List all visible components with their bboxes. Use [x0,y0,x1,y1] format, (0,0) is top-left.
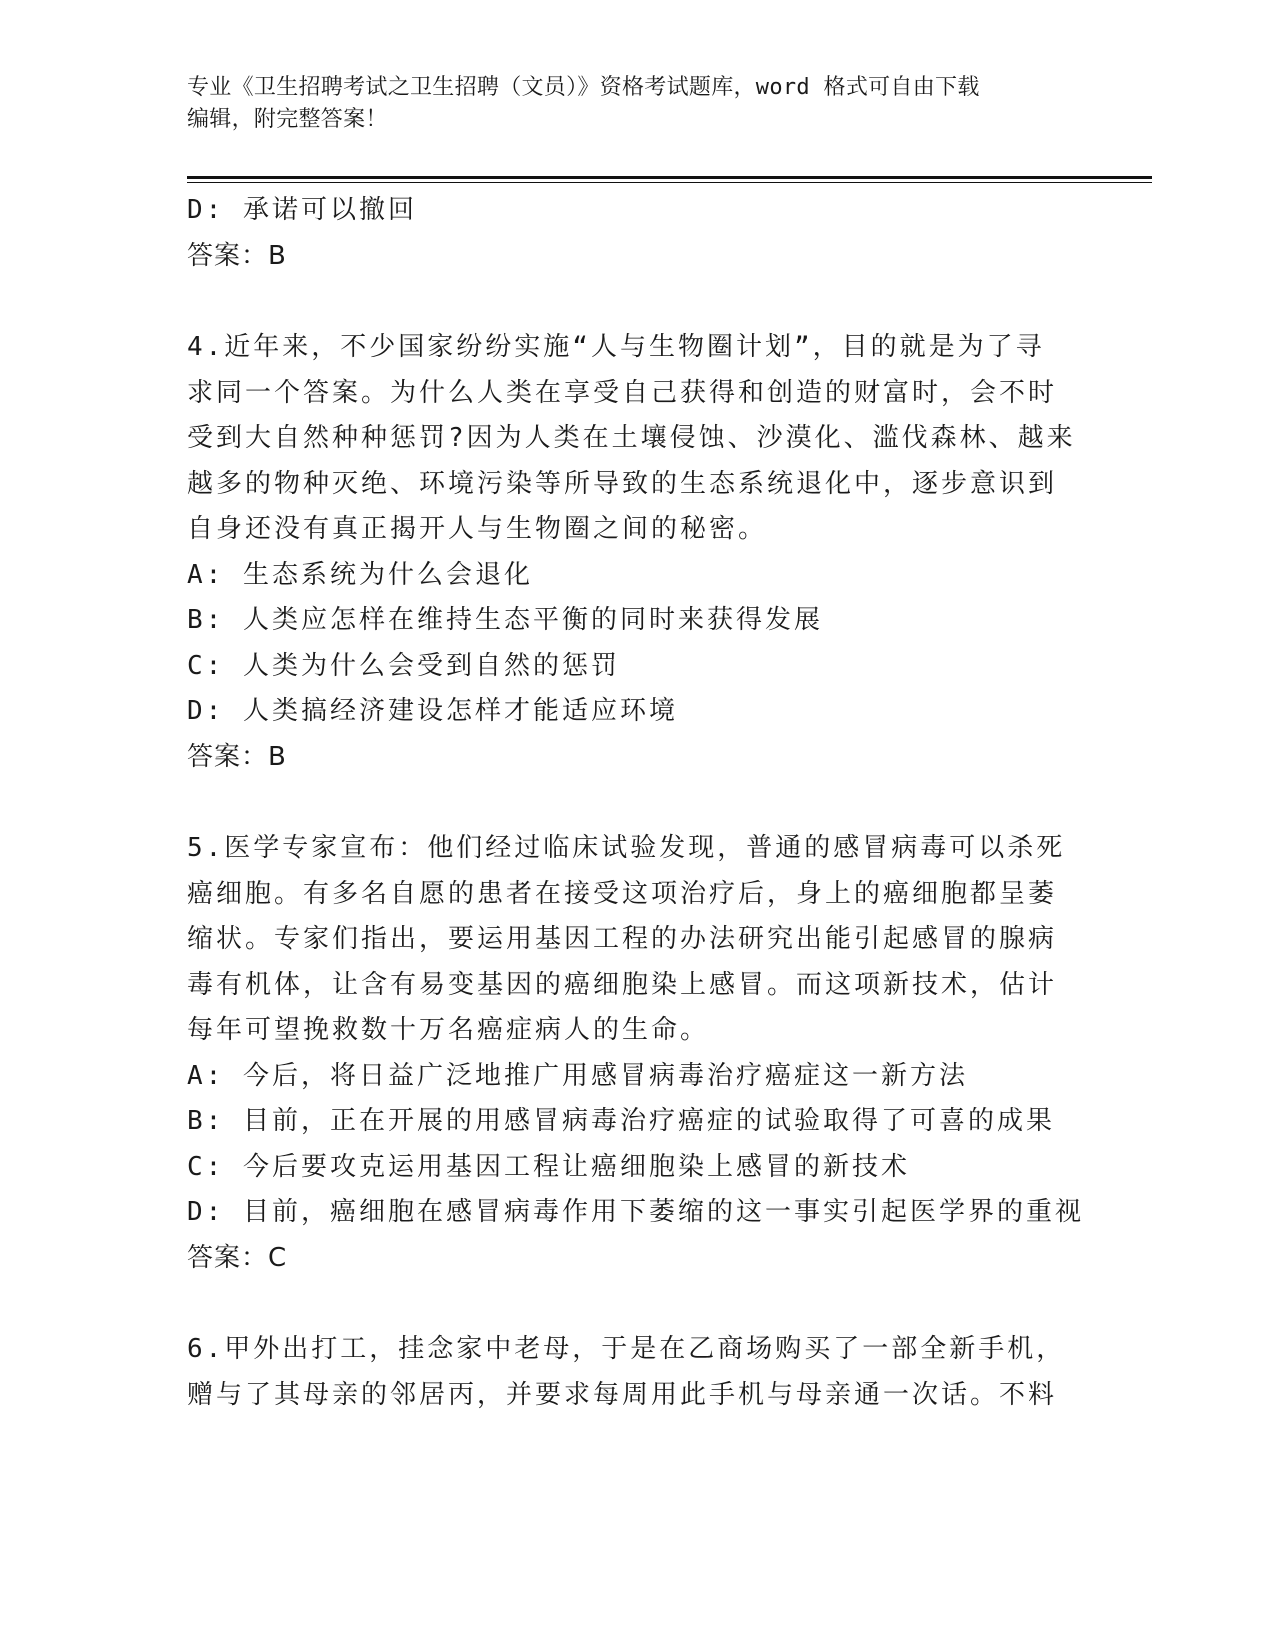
q4-option-a: A: 生态系统为什么会退化 [187,559,533,590]
q5-option-c: C: 今后要攻克运用基因工程让癌细胞染上感冒的新技术 [187,1151,910,1182]
question-5 [187,826,1087,1281]
q5-stem-line: 毒有机体，让含有易变基因的癌细胞染上感冒。而这项新技术，估计 [187,969,1058,1000]
q4-option-d: D: 人类搞经济建设怎样才能适应环境 [187,696,678,726]
q5-option-d: D: 目前，癌细胞在感冒病毒作用下萎缩的这一事实引起医学界的重视 [187,1197,1084,1227]
q3-option-d: D: 承诺可以撤回 [187,195,417,225]
q4-stem-line: 求同一个答案。为什么人类在享受自己获得和创造的财富时，会不时 [187,377,1058,408]
q4-stem-line: 受到大自然种种惩罚?因为人类在土壤侵蚀、沙漠化、滥伐森林、越来 [187,423,1076,453]
spacer [187,279,1087,325]
q5-stem-line: 癌细胞。有多名自愿的患者在接受这项治疗后，身上的癌细胞都呈萎 [187,878,1058,909]
q4-option-b: B: 人类应怎样在维持生态平衡的同时来获得发展 [187,605,823,635]
q4-answer: 答案：B [187,741,287,772]
q6-stem-line: 6.甲外出打工，挂念家中老母，于是在乙商场购买了一部全新手机， [187,1334,1066,1364]
header-line: 编辑，附完整答案！ [187,107,388,132]
header-rule-thin [187,182,1152,183]
q5-stem-line: 缩状。专家们指出，要运用基因工程的办法研究出能引起感冒的腺病 [187,924,1058,954]
q5-option-b: B: 目前，正在开展的用感冒病毒治疗癌症的试验取得了可喜的成果 [187,1106,1055,1136]
q5-stem-line: 5.医学专家宣布：他们经过临床试验发现，普通的感冒病毒可以杀死 [187,833,1066,863]
page-header [187,72,1087,136]
q5-option-a: A: 今后，将日益广泛地推广用感冒病毒治疗癌症这一新方法 [187,1060,968,1091]
q4-stem-line: 越多的物种灭绝、环境污染等所导致的生态系统退化中，逐步意识到 [187,468,1058,499]
q6-stem-line: 赠与了其母亲的邻居丙，并要求每周用此手机与母亲通一次话。不料 [187,1379,1058,1410]
header-rule-thick [187,176,1152,179]
q4-stem-line: 4.近年来，不少国家纷纷实施“人与生物圈计划”，目的就是为了寻 [187,332,1045,362]
q5-stem-line: 每年可望挽救数十万名癌症病人的生命。 [187,1015,710,1045]
spacer [187,780,1087,826]
header-line: 专业《卫生招聘考试之卫生招聘（文员）》资格考试题库，word 格式可自由下载 [187,75,980,100]
q5-answer: 答案：C [187,1242,288,1273]
q3-answer: 答案：B [187,240,287,271]
question-6 [187,1327,1087,1418]
document-body [187,188,1087,1418]
question-4 [187,325,1087,780]
q4-option-c: C: 人类为什么会受到自然的惩罚 [187,650,620,681]
q4-stem-line: 自身还没有真正揭开人与生物圈之间的秘密。 [187,514,768,544]
spacer [187,1281,1087,1327]
